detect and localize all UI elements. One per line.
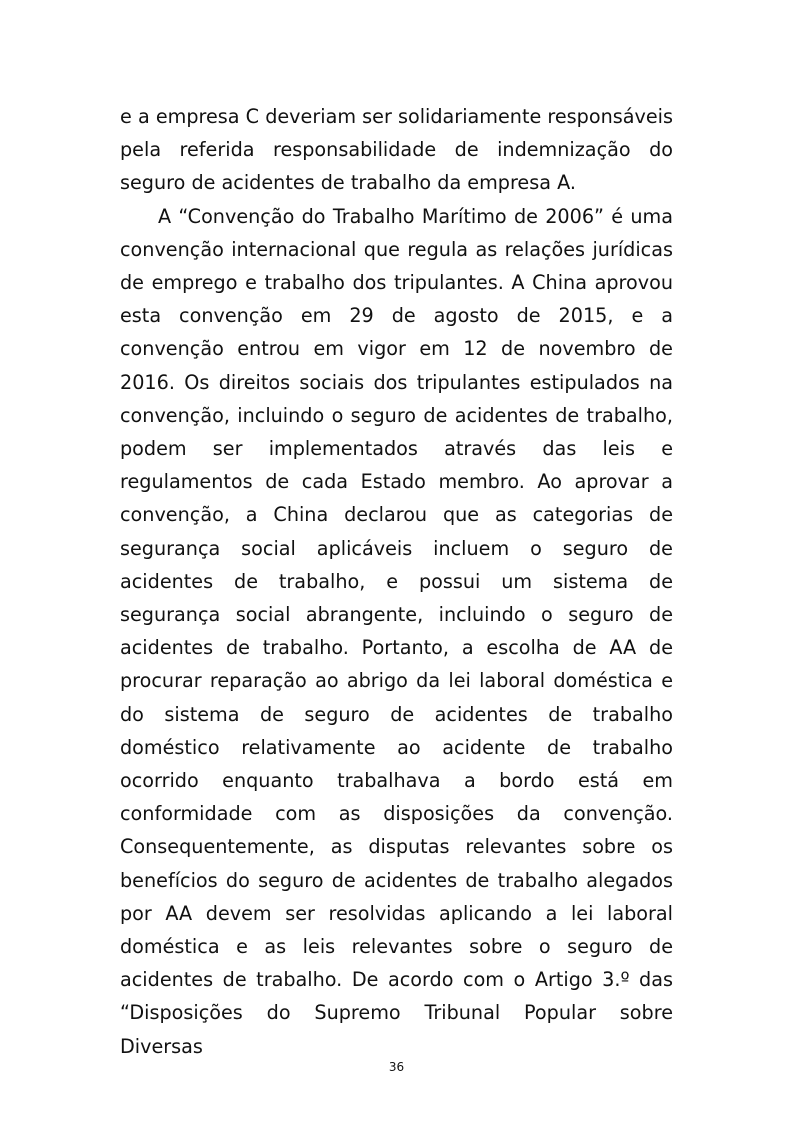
body-text: [120, 100, 673, 1063]
paragraph-convention: A “Convenção do Trabalho Marítimo de 2006” é uma convenção internacional que regula as relações jurídicas de emprego e trabalho dos tripulantes. A China aprovou esta convenção em 29 de agosto de 2015, e a convenção entrou em vigor em 12 de novembro de 2016. Os direitos sociais dos tripulantes estipulados na convenção, incluindo o seguro de acidentes de trabalho, podem ser implementados através das leis e regulamentos de cada Estado membro. Ao aprovar a convenção, a China declarou que as categorias de segurança social aplicáveis incluem o seguro de acidentes de trabalho, e possui um sistema de segurança social abrangente, incluindo o seguro de acidentes de trabalho. Portanto, a escolha de AA de procurar reparação ao abrigo da lei laboral doméstica e do sistema de seguro de acidentes de trabalho doméstico relativamente ao acidente de trabalho ocorrido enquanto trabalhava a bordo está em conformidade com as disposições da convenção. Consequentemente, as disputas relevantes sobre os benefícios do seguro de acidentes de trabalho alegados por AA devem ser resolvidas aplicando a lei laboral doméstica e as leis relevantes sobre o seguro de acidentes de trabalho. De acordo com o Artigo 3.º das “Disposições do Supremo Tribunal Popular sobre Diversas: [120, 204, 673, 1058]
page-number: 36: [388, 1060, 405, 1074]
paragraph-continuation: e a empresa C deveriam ser solidariamente responsáveis pela referida responsabilidade de indemnização do seguro de acidentes de trabalho da empresa A.: [120, 105, 673, 195]
